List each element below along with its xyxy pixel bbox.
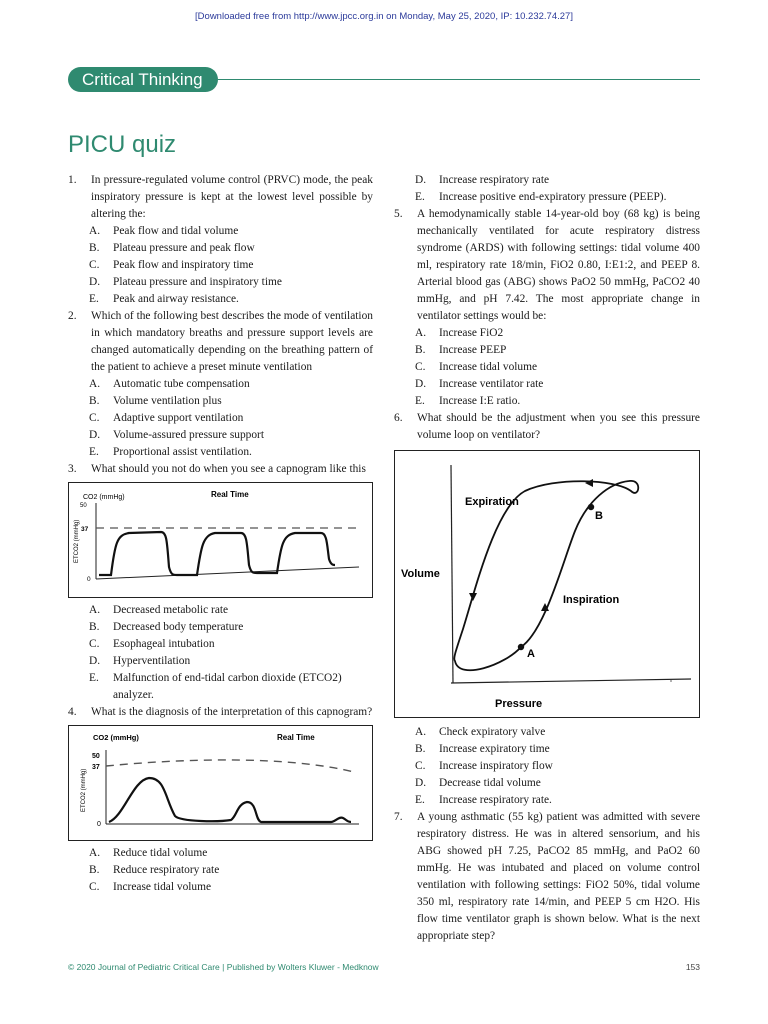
question-number: 4. <box>68 706 77 718</box>
option: B. Volume ventilation plus <box>89 395 222 407</box>
tick-label: 0 <box>97 821 101 828</box>
option: A. Check expiratory valve <box>415 726 546 738</box>
question-6 <box>394 410 700 444</box>
option: A. Reduce tidal volume <box>89 847 208 859</box>
left-column <box>68 172 373 896</box>
option: D. Plateau pressure and inspiratory time <box>89 276 282 288</box>
option: C. Esophageal intubation <box>89 638 215 650</box>
question-number: 2. <box>68 310 77 322</box>
option: D. Increase ventilator rate <box>415 378 544 390</box>
capnogram-trace <box>99 532 335 575</box>
page-number: 153 <box>685 962 700 972</box>
point-b-label: B <box>595 510 603 522</box>
pressure-volume-loop-figure <box>394 450 700 718</box>
footer-copyright: © 2020 Journal of Pediatric Critical Care | Published by Wolters Kluwer - Medknow <box>68 962 379 972</box>
capnogram-figure-2 <box>68 725 373 841</box>
section-rule <box>218 79 700 80</box>
point-b-marker <box>588 504 594 510</box>
inspiration-label: Inspiration <box>563 594 620 606</box>
volume-label: Volume <box>401 568 440 580</box>
point-a-label: A <box>527 648 535 660</box>
capnogram-realtime-label: Real Time <box>277 733 315 742</box>
option: C. Increase tidal volume <box>89 881 212 893</box>
axis-label: ETCO2 (mmHg) <box>74 519 80 563</box>
download-note: [Downloaded free from http://www.jpcc.org.in on Monday, May 25, 2020, IP: 10.232.74.27] <box>195 11 573 22</box>
question-text: Which of the following best describes the mode of ventilation in which mandatory breaths and pressure support levels are changed automatically depending on the breathing pattern of the patient to achieve a preset minute ventilation <box>91 310 373 373</box>
option: E. Increase respiratory rate. <box>415 794 552 806</box>
question-number: 7. <box>394 811 403 823</box>
pressure-axis <box>451 679 691 683</box>
footer <box>68 962 700 972</box>
capnogram-ylabel: CO2 (mmHg) <box>93 733 139 742</box>
pv-loop <box>454 481 638 670</box>
option: D. Increase respiratory rate <box>415 174 550 186</box>
question-text: A young asthmatic (55 kg) patient was admitted with severe respiratory distress. He was in altered sensorium, and his ABG showed pH 7.25, PaCO2 85 mmHg, and PaO2 60 mmHg. He was intubated and placed on volume control ventilation with following settings: FiO2 50%, tidal volume 350 ml, respiratory rate 14/min, and PEEP 5 cm H2O. His flow time ventilator graph is shown below. What is the next appropriate step? <box>417 811 700 942</box>
question-3 <box>68 461 373 478</box>
option: D. Hyperventilation <box>89 655 191 667</box>
option: D. Volume-assured pressure support <box>89 429 265 441</box>
capnogram-trace <box>109 778 351 822</box>
question-5 <box>394 206 700 325</box>
question-1 <box>68 172 373 223</box>
option: C. Increase tidal volume <box>415 361 538 373</box>
question-text: What should you not do when you see a capnogram like this <box>91 463 366 475</box>
option: C. Increase inspiratory flow <box>415 760 553 772</box>
top-arrow <box>585 479 593 487</box>
option: B. Reduce respiratory rate <box>89 864 220 876</box>
question-number: 6. <box>394 412 403 424</box>
question-text: What is the diagnosis of the interpretation of this capnogram? <box>91 706 373 718</box>
option: A. Increase FiO2 <box>415 327 504 339</box>
right-column <box>394 172 700 945</box>
section-band: Critical Thinking <box>68 67 218 92</box>
x-axis <box>96 567 359 579</box>
option: B. Increase PEEP <box>415 344 507 356</box>
tick-label: 37 <box>92 764 100 771</box>
option: A. Decreased metabolic rate <box>89 604 229 616</box>
capnogram-ylabel: CO2 (mmHg) <box>83 494 125 501</box>
pressure-label: Pressure <box>495 698 543 710</box>
axis-label: ETCO2 (mmHg) <box>81 768 87 812</box>
option: B. Increase expiratory time <box>415 743 550 755</box>
question-text: A hemodynamically stable 14-year-old boy (68 kg) is being mechanically ventilated for acute respiratory distress syndrome (ARDS) with following settings: tidal volume 400 ml, respiratory rate 18/min, FiO2 0.80, I:E1:2, and PEEP 8. Arterial blood gas (ABG) shows PaO2 50 mmHg, PaCO2 40 mmHg, and pH 7.42. The most appropriate change in ventilator settings would be: <box>417 208 700 322</box>
expiration-arrow <box>469 593 477 601</box>
question-text: In pressure-regulated volume control (PRVC) mode, the peak inspiratory pressure is kept at the lowest level possible by altering the: <box>91 174 373 220</box>
point-a-marker <box>518 644 524 650</box>
option: E. Increase positive end-expiratory pressure (PEEP). <box>415 191 667 203</box>
option: B. Plateau pressure and peak flow <box>89 242 255 254</box>
option: E. Malfunction of end-tidal carbon dioxide (ETCO2) analyzer. <box>89 672 342 701</box>
question-number: 1. <box>68 174 77 186</box>
question-7 <box>394 809 700 945</box>
option: E. Increase I:E ratio. <box>415 395 521 407</box>
question-number: 5. <box>394 208 403 220</box>
capnogram-figure-1 <box>68 482 373 598</box>
expiration-label: Expiration <box>465 496 519 508</box>
volume-axis <box>451 465 453 683</box>
question-number: 3. <box>68 463 77 475</box>
option: C. Adaptive support ventilation <box>89 412 244 424</box>
option: A. Automatic tube compensation <box>89 378 250 390</box>
tick-label: 0 <box>87 576 91 583</box>
option: E. Peak and airway resistance. <box>89 293 239 305</box>
option: B. Decreased body temperature <box>89 621 244 633</box>
page-title: PICU quiz <box>68 131 177 158</box>
question-2 <box>68 308 373 376</box>
question-text: What should be the adjustment when you see this pressure volume loop on ventilator? <box>417 412 700 441</box>
option: C. Peak flow and inspiratory time <box>89 259 254 271</box>
speck <box>670 680 672 682</box>
tick-label: 50 <box>80 503 87 509</box>
option: A. Peak flow and tidal volume <box>89 225 239 237</box>
question-4 <box>68 704 373 721</box>
option: E. Proportional assist ventilation. <box>89 446 252 458</box>
tick-label: 50 <box>92 753 100 760</box>
capnogram-realtime-label: Real Time <box>211 490 249 499</box>
option: D. Decrease tidal volume <box>415 777 541 789</box>
tick-label: 37 <box>81 526 89 533</box>
reference-dashed-line <box>106 760 354 772</box>
